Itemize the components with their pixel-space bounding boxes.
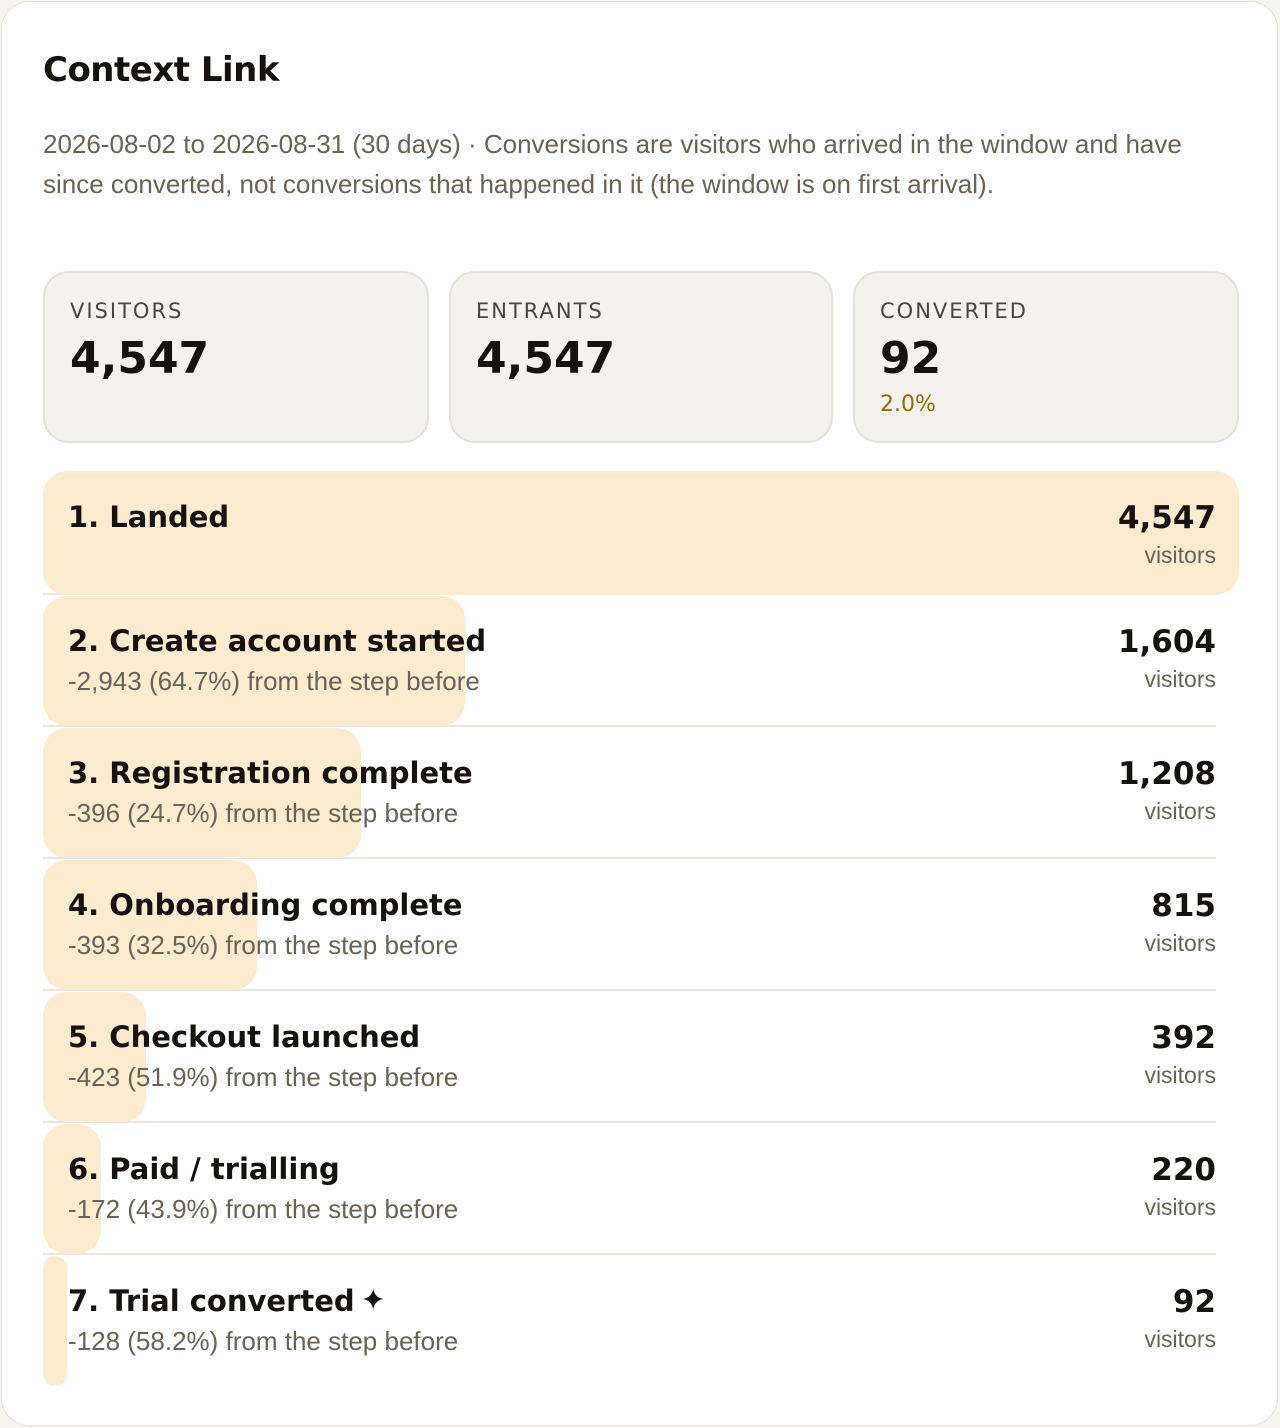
visitors-value: 4,547 (70, 333, 210, 384)
funnel-step-bar (43, 1124, 101, 1254)
funnel-step-title: 2. Create account started (68, 624, 487, 658)
funnel-step-title (68, 1282, 386, 1320)
entrants-value: 4,547 (476, 333, 616, 384)
funnel-step-row (43, 1123, 1216, 1255)
funnel-step-count: 4,547 (1117, 500, 1216, 536)
funnel-step-title: 4. Onboarding complete (68, 888, 463, 922)
funnel-step-title-text: 7. Trial converted (68, 1284, 355, 1318)
funnel-step-count: 1,604 (1117, 624, 1216, 660)
funnel-step-bar (43, 1256, 67, 1386)
funnel-step-row (43, 727, 1216, 859)
funnel-step-row (43, 595, 1216, 727)
converted-value: 92 (880, 333, 942, 384)
funnel-step-title: 6. Paid / trialling (68, 1152, 340, 1186)
visitors-stat-card (43, 271, 429, 443)
converted-stat-card (853, 271, 1239, 443)
entrants-label: ENTRANTS (476, 299, 604, 323)
funnel-step-dropoff: -396 (24.7%) from the step before (68, 798, 459, 828)
funnel-step-row (43, 859, 1216, 991)
funnel-step-bar (43, 992, 146, 1122)
funnel-step-dropoff: -128 (58.2%) from the step before (68, 1326, 459, 1356)
visitors-label: VISITORS (70, 299, 184, 323)
funnel-step-dropoff: -2,943 (64.7%) from the step before (68, 666, 480, 696)
funnel-step-unit: visitors (1144, 798, 1216, 824)
sparkle-icon: ✦ (360, 1283, 386, 1318)
funnel-step-unit: visitors (1144, 666, 1216, 692)
converted-label: CONVERTED (880, 299, 1028, 323)
funnel-step-row (43, 471, 1216, 595)
funnel-step-unit: visitors (1144, 1326, 1216, 1352)
funnel-step-unit: visitors (1144, 930, 1216, 956)
funnel-step-bar (43, 596, 465, 726)
funnel-step-count: 92 (1172, 1284, 1216, 1320)
funnel-step-dropoff: -423 (51.9%) from the step before (68, 1062, 459, 1092)
funnel-step-count: 220 (1151, 1152, 1216, 1188)
funnel-step-bar (43, 860, 257, 990)
page-title: Context Link (43, 50, 279, 90)
funnel-step-title: 3. Registration complete (68, 756, 473, 790)
date-range-description: 2026-08-02 to 2026-08-31 (30 days) · Conversions are visitors who arrived in the window and have since converted, not conversions that happened in it (the window is on first arrival). (43, 129, 1182, 199)
funnel-step-count: 392 (1151, 1020, 1216, 1056)
funnel-step-title: 1. Landed (68, 500, 230, 534)
funnel-step-row (43, 991, 1216, 1123)
funnel-step-row (43, 1255, 1216, 1387)
funnel-step-title: 5. Checkout launched (68, 1020, 421, 1054)
funnel-step-dropoff: -172 (43.9%) from the step before (68, 1194, 459, 1224)
funnel-step-bar (43, 728, 361, 858)
funnel-step-unit: visitors (1144, 542, 1216, 568)
conversion-rate: 2.0% (880, 392, 936, 417)
funnel-step-count: 1,208 (1117, 756, 1216, 792)
entrants-stat-card (449, 271, 833, 443)
funnel-card (1, 1, 1278, 1426)
funnel-step-unit: visitors (1144, 1194, 1216, 1220)
funnel-step-unit: visitors (1144, 1062, 1216, 1088)
funnel-step-dropoff: -393 (32.5%) from the step before (68, 930, 459, 960)
funnel-steps-list (43, 471, 1239, 1391)
funnel-step-count: 815 (1151, 888, 1216, 924)
